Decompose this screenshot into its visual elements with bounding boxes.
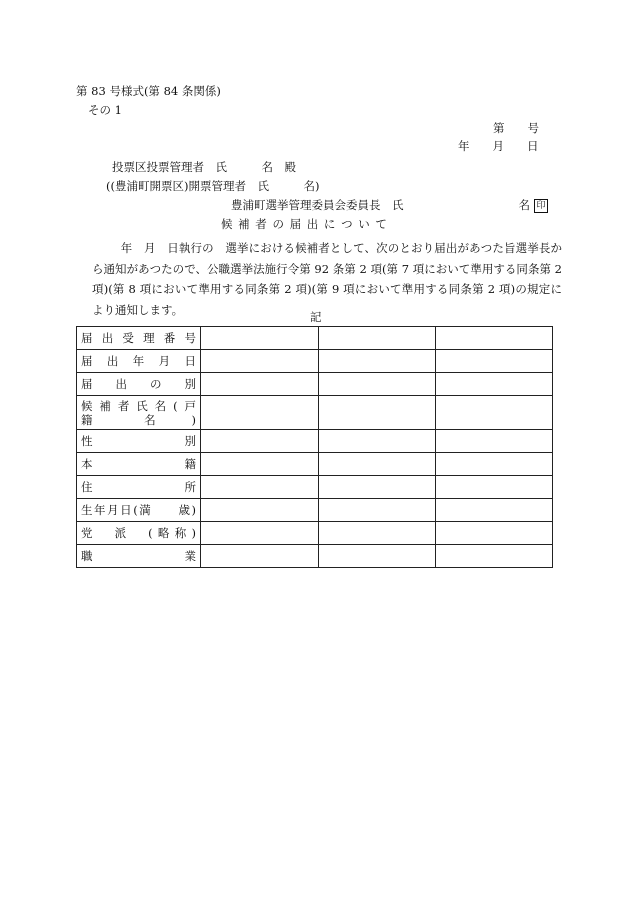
table-cell[interactable]	[436, 430, 553, 453]
row-label: 届出年月日	[77, 350, 201, 373]
table-row	[77, 545, 553, 568]
table-row	[77, 476, 553, 499]
table-cell[interactable]	[436, 522, 553, 545]
table-cell[interactable]	[201, 327, 319, 350]
table-cell[interactable]	[201, 396, 319, 430]
table-cell[interactable]	[436, 545, 553, 568]
table-cell[interactable]	[201, 373, 319, 396]
table-cell[interactable]	[319, 453, 436, 476]
sender-chairperson	[231, 198, 548, 213]
table-cell[interactable]	[201, 499, 319, 522]
table-cell[interactable]	[436, 499, 553, 522]
row-label: 党 派 (略称)	[77, 522, 201, 545]
document-title: 候 補 者 の 届 出 に つ い て	[221, 217, 388, 231]
table-row	[77, 453, 553, 476]
notice-body	[92, 238, 562, 320]
row-label: 届出受理番号	[77, 327, 201, 350]
table-cell[interactable]	[201, 430, 319, 453]
table-row	[77, 373, 553, 396]
row-label: 本 籍	[77, 453, 201, 476]
table-cell[interactable]	[201, 522, 319, 545]
table-cell[interactable]	[201, 453, 319, 476]
table-row	[77, 499, 553, 522]
table-row	[77, 327, 553, 350]
row-label: 性 別	[77, 430, 201, 453]
table-cell[interactable]	[319, 430, 436, 453]
table-row	[77, 350, 553, 373]
table-cell[interactable]	[319, 476, 436, 499]
row-label: 生年月日(満 歳)	[77, 499, 201, 522]
table-cell[interactable]	[319, 545, 436, 568]
row-label: 届 出 の 別	[77, 373, 201, 396]
seal-mark: 印	[534, 199, 548, 213]
table-cell[interactable]	[436, 350, 553, 373]
notice-paragraph: 年 月 日執行の 選挙における候補者として、次のとおり届出があつた旨選挙長から通知があつたので、公職選挙法施行令第 92 条第 2 項(第 7 項において準用する同条第 2 項)(第 8 項において準用する同条第 2 項)(第 9 項において準用する同条第 2 項)の規定により通知します。	[92, 241, 562, 317]
table-cell[interactable]	[319, 350, 436, 373]
sub-number: その 1	[88, 103, 122, 117]
table-cell[interactable]	[319, 499, 436, 522]
table-cell[interactable]	[201, 476, 319, 499]
addressee-voting-manager: 投票区投票管理者 氏 名 殿	[112, 160, 296, 174]
ki-heading: 記	[310, 310, 322, 324]
table-row	[77, 396, 553, 430]
form-number: 第 83 号様式(第 84 条関係)	[76, 84, 221, 98]
table-cell[interactable]	[436, 396, 553, 430]
row-label: 候補者氏名(戸 籍 名 )	[77, 396, 201, 430]
table-cell[interactable]	[201, 350, 319, 373]
table-row	[77, 430, 553, 453]
table-cell[interactable]	[319, 373, 436, 396]
sender-text: 豊浦町選挙管理委員会委員長 氏 名	[231, 198, 530, 212]
table-cell[interactable]	[319, 522, 436, 545]
table-cell[interactable]	[201, 545, 319, 568]
table-cell[interactable]	[436, 373, 553, 396]
document-number: 第 号	[493, 121, 539, 135]
document-date: 年 月 日	[458, 139, 539, 153]
candidate-info-table	[76, 326, 553, 568]
table-row	[77, 522, 553, 545]
table-cell[interactable]	[436, 327, 553, 350]
row-label: 職 業	[77, 545, 201, 568]
table-cell[interactable]	[319, 396, 436, 430]
addressee-counting-manager: ((豊浦町開票区)開票管理者 氏 名)	[106, 179, 320, 193]
table-cell[interactable]	[319, 327, 436, 350]
table-cell[interactable]	[436, 453, 553, 476]
row-label: 住 所	[77, 476, 201, 499]
table-cell[interactable]	[436, 476, 553, 499]
